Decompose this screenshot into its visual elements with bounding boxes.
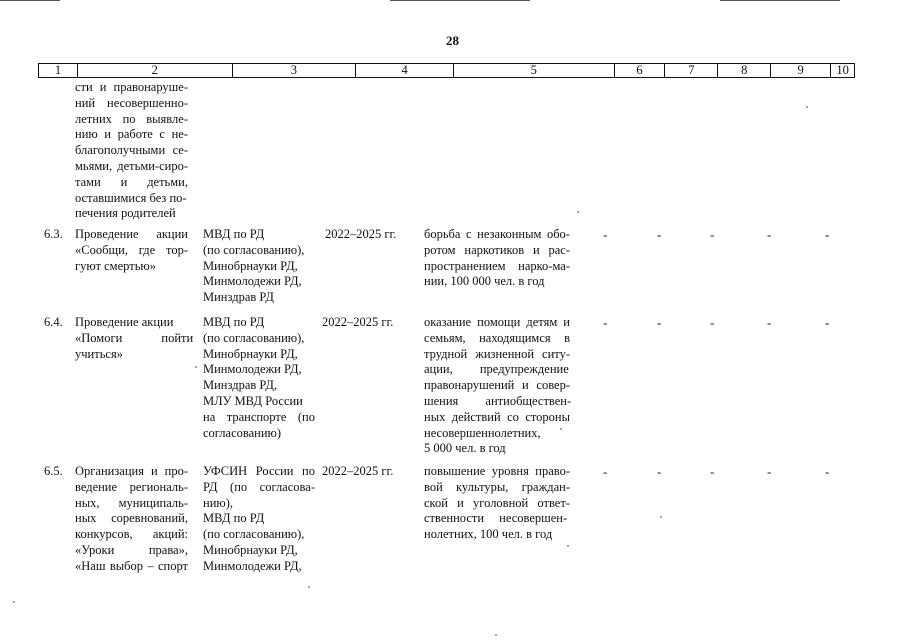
measure-name [75,464,188,575]
text-line: (по согласованию), [203,242,305,257]
header-col-6: 6 [615,64,666,77]
text-line: ственности несовершен- [424,511,568,526]
scan-speck [13,601,15,603]
executors [203,464,315,575]
text-line: ных, муниципаль- [75,495,188,510]
text-line: Минобрнауки РД, [203,542,298,557]
text-line: учиться» [75,346,123,361]
header-col-2: 2 [78,64,233,77]
row-number: 6.3. [44,227,63,241]
continuation-line: оставшимися без по- [75,190,187,205]
executors [203,315,315,441]
expected-result [424,227,570,290]
text-line: борьба с незаконным обо- [424,227,570,241]
text-line: МВД по РД [203,315,265,329]
header-col-9: 9 [771,64,831,77]
text-line: РД (по согласова- [203,479,315,494]
continuation-line: ний несовершенно- [75,95,188,110]
continuation-line: нию и работе с не- [75,127,188,142]
expected-result [424,464,570,543]
scan-speck [495,634,497,636]
text-line: Минздрав РД, [203,378,278,393]
col-7-value: - [657,315,662,330]
scan-speck [567,545,569,547]
col-9-value: - [767,464,772,479]
text-line: Минздрав РД [203,290,274,305]
text-line: пространением нарко-ма- [424,258,570,273]
text-line: УФСИН России по [203,464,315,478]
text-line: конкурсов, акций: [75,527,188,542]
text-line: «Сообщи, где тор- [75,242,188,257]
page-number: 28 [446,33,459,48]
col-6-value: - [603,315,608,330]
text-line: ведение региональ- [75,479,188,494]
text-line: ации, предупреждение [424,362,569,377]
continuation-line: мьями, детьми-сиро- [75,158,188,173]
header-col-1: 1 [39,64,78,77]
col-6-value: - [603,464,608,479]
text-line: «Уроки права», [75,542,188,557]
scan-top-line-mid [390,0,530,1]
measure-name [75,315,194,362]
text-line: нии, 100 000 чел. в год [424,274,545,289]
col-8-value: - [710,315,715,330]
scan-speck [195,366,197,368]
text-line: ных соревнований, [75,511,188,526]
text-line: несовершеннолетних, [424,425,541,440]
text-line: согласованию) [203,425,282,440]
continuation-line: сти и правонаруше- [75,80,188,94]
period: 2022–2025 гг. [325,227,397,241]
row-number: 6.4. [44,315,63,329]
scan-speck [806,106,808,108]
col-8-value: - [710,464,715,479]
col-9-value: - [767,227,772,242]
scan-top-line-right [720,0,840,1]
text-line: Минмолодежи РД, [203,274,302,289]
continuation-text [75,80,188,222]
text-line: Минобрнауки РД, [203,346,298,361]
text-line: Минмолодежи РД, [203,558,302,573]
header-col-7: 7 [665,64,718,77]
text-line: правонарушений и совер- [424,378,570,393]
text-line: Минобрнауки РД, [203,258,298,273]
text-line: на транспорте (по [203,409,315,424]
continuation-line: тами и детьми, [75,174,188,189]
text-line: Организация и про- [75,464,188,478]
text-line: «Помоги пойти [75,330,194,345]
text-line: повышение уровня право- [424,464,570,478]
executors [203,227,315,306]
header-col-8: 8 [718,64,771,77]
scan-top-line-left [0,0,60,1]
text-line: МВД по РД [203,511,265,526]
period: 2022–2025 гг. [322,464,394,478]
header-col-3: 3 [233,64,357,77]
col-6-value: - [603,227,608,242]
text-line: МВД по РД [203,227,265,241]
continuation-line: благополучными се- [75,143,188,158]
text-line: шения антиобществен- [424,393,572,408]
text-line: ской и уголовной ответ- [424,495,570,510]
scan-speck [660,516,662,518]
continuation-line: летних по выявле- [75,111,188,126]
col-8-value: - [710,227,715,242]
text-line: ротом наркотиков и рас- [424,242,570,257]
text-line: (по согласованию), [203,527,305,542]
text-line: Проведение акции [75,227,188,241]
col-10-value: - [825,315,830,330]
text-line: семьям, находящимся в [424,330,570,345]
scan-speck [308,586,310,588]
header-col-4: 4 [356,64,454,77]
text-line: гуют смертью» [75,258,156,273]
text-line: ных действий со стороны [424,409,570,424]
text-line: вой культуры, граждан- [424,479,570,494]
continuation-line: печения родителей [75,206,176,221]
table-header-row [38,63,855,78]
text-line: Проведение акции [75,315,174,329]
expected-result [424,315,570,457]
col-9-value: - [767,315,772,330]
text-line: МЛУ МВД России [203,393,303,408]
text-line: (по согласованию), [203,330,305,345]
col-7-value: - [657,464,662,479]
measure-name [75,227,188,274]
text-line: «Наш выбор – спорт [75,558,188,573]
text-line: нию), [203,495,234,510]
col-10-value: - [825,464,830,479]
header-col-10: 10 [836,63,849,77]
text-line: 5 000 чел. в год [424,441,506,456]
text-line: нолетних, 100 чел. в год [424,527,553,542]
text-line: трудной жизненной ситу- [424,346,570,361]
scan-speck [577,211,579,213]
text-line: оказание помощи детям и [424,315,570,329]
header-col-5: 5 [454,64,615,77]
period: 2022–2025 гг. [322,315,394,329]
scan-speck [560,428,562,430]
col-7-value: - [657,227,662,242]
row-number: 6.5. [44,464,63,478]
text-line: Минмолодежи РД, [203,362,302,377]
col-10-value: - [825,227,830,242]
